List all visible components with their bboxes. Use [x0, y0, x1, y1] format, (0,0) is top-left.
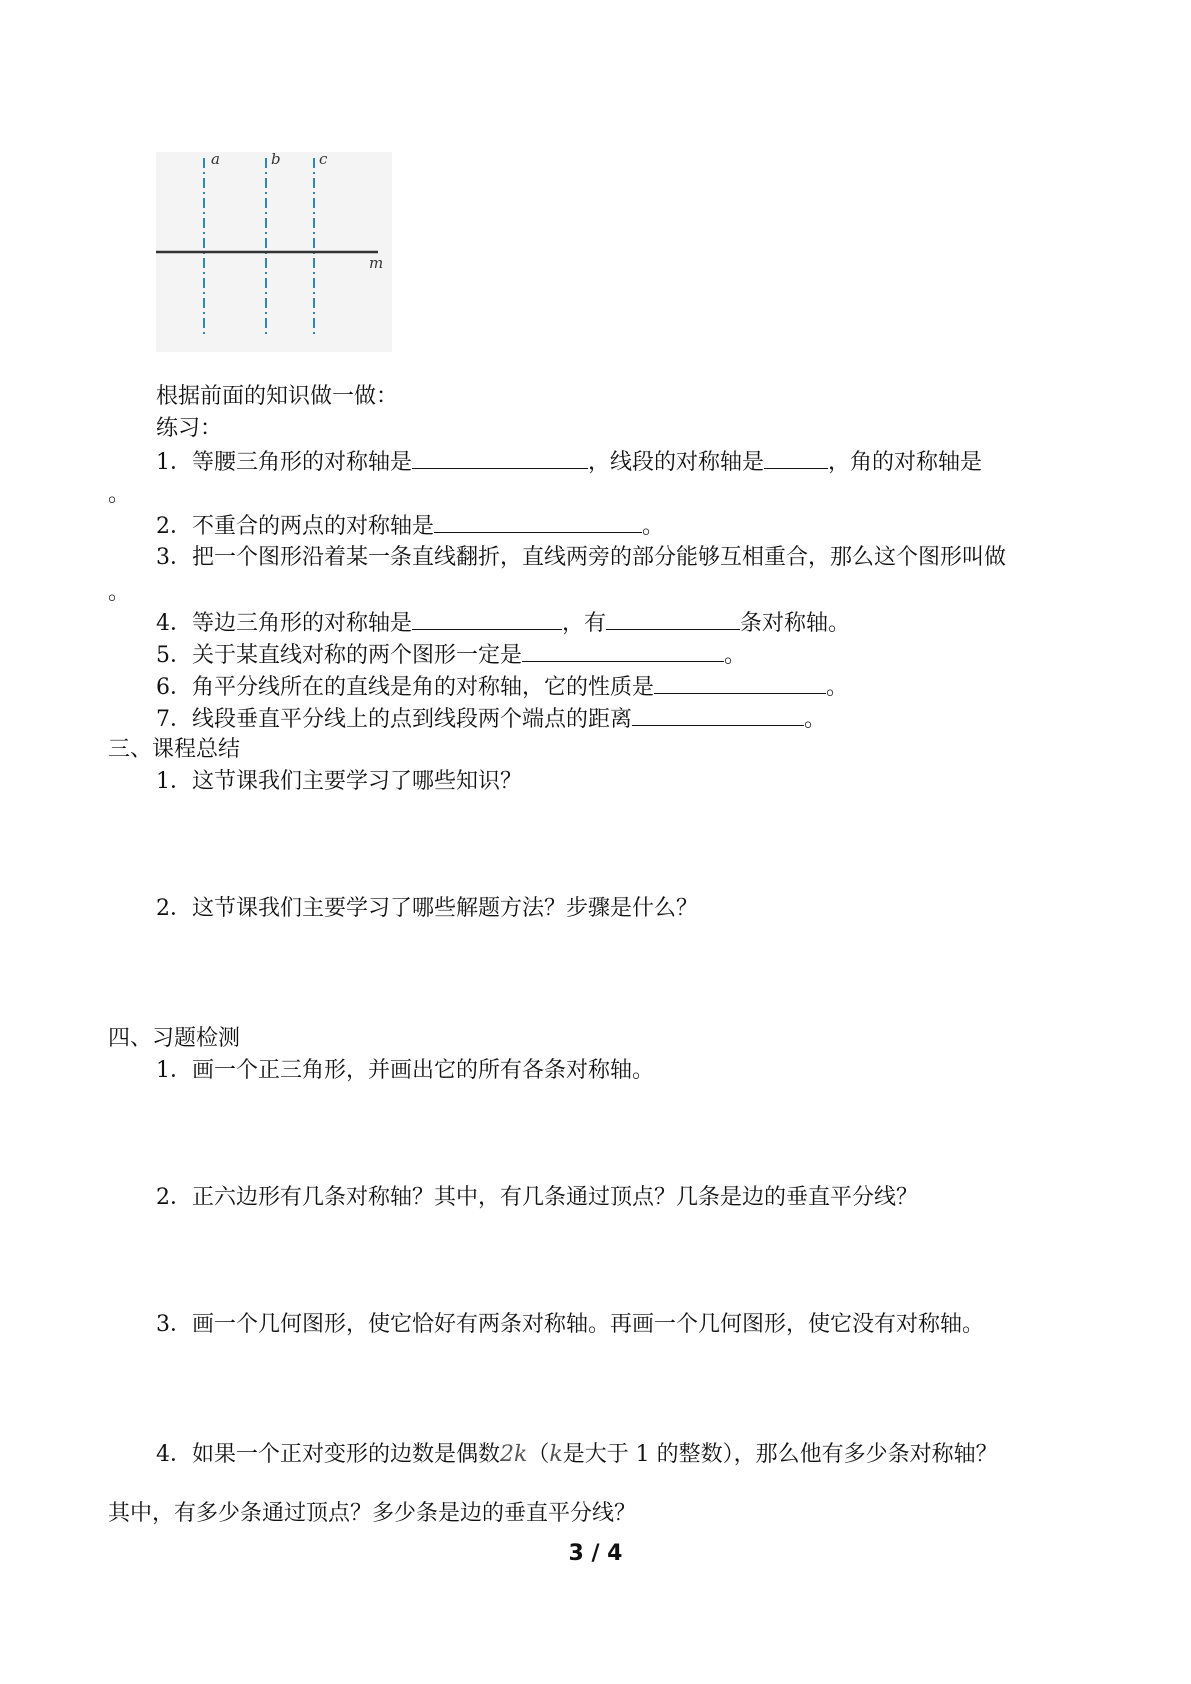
q1-blank-2[interactable] [764, 446, 828, 469]
parallel-lines-figure [156, 152, 416, 364]
q1-text-2: ，线段的对称轴是 [588, 450, 765, 475]
practice-q5 [156, 639, 746, 671]
practice-q1-end: 。 [108, 482, 131, 507]
q5-end: 。 [724, 643, 747, 668]
figure-svg [156, 152, 416, 364]
q4ex-part-1: 4．如果一个正对变形的边数是偶数 [156, 1442, 500, 1467]
practice-intro: 根据前面的知识做一做： [156, 384, 399, 409]
q5-blank[interactable] [522, 639, 724, 662]
exercises-q4 [156, 1440, 998, 1470]
practice-q6 [156, 671, 848, 703]
q4ex-part-2: （ [527, 1442, 550, 1467]
practice-q3: 3．把一个图形沿着某一条直线翻折，直线两旁的部分能够互相重合，那么这个图形叫做 [156, 545, 1006, 570]
q2-text-1: 2．不重合的两点的对称轴是 [156, 514, 434, 539]
q1-text-3: ，角的对称轴是 [828, 450, 983, 475]
exercises-heading: 四、习题检测 [108, 1026, 241, 1051]
q4ex-part-3: 是大于 1 的整数），那么他有多少条对称轴？ [562, 1442, 998, 1467]
q6-end: 。 [826, 675, 849, 700]
q7-end: 。 [804, 707, 827, 732]
practice-q7 [156, 703, 826, 735]
label-c: c [319, 152, 328, 168]
q6-text-1: 6．角平分线所在的直线是角的对称轴，它的性质是 [156, 675, 654, 700]
q4-blank-1[interactable] [412, 607, 562, 630]
q5-text-1: 5．关于某直线对称的两个图形一定是 [156, 643, 522, 668]
summary-q2: 2．这节课我们主要学习了哪些解题方法？步骤是什么？ [156, 896, 698, 921]
q7-text-1: 7．线段垂直平分线上的点到线段两个端点的距离 [156, 707, 632, 732]
math-2k: 2k [500, 1442, 528, 1467]
q4-blank-2[interactable] [606, 607, 740, 630]
q6-blank[interactable] [654, 671, 826, 694]
practice-q2 [156, 510, 664, 542]
q2-blank[interactable] [434, 510, 642, 533]
q7-blank[interactable] [632, 703, 804, 726]
q1-blank-1[interactable] [412, 446, 588, 469]
practice-heading: 练习： [156, 416, 223, 441]
exercises-q1: 1．画一个正三角形，并画出它的所有各条对称轴。 [156, 1058, 654, 1083]
q4-text-3: 条对称轴。 [740, 611, 851, 636]
q1-text-1: 1．等腰三角形的对称轴是 [156, 450, 412, 475]
practice-q3-end: 。 [108, 580, 131, 605]
summary-q1: 1．这节课我们主要学习了哪些知识？ [156, 769, 522, 794]
math-k: k [549, 1442, 563, 1467]
exercises-q4-line2: 其中，有多少条通过顶点？多少条是边的垂直平分线？ [108, 1501, 637, 1526]
exercises-q2: 2．正六边形有几条对称轴？其中，有几条通过顶点？几条是边的垂直平分线？ [156, 1185, 918, 1210]
q4-text-2: ，有 [562, 611, 607, 636]
label-b: b [271, 152, 281, 168]
q2-end: 。 [642, 514, 665, 539]
label-a: a [211, 152, 220, 168]
summary-heading: 三、课程总结 [108, 737, 241, 762]
practice-q4 [156, 607, 850, 639]
page-number: 3 / 4 [568, 1541, 623, 1566]
label-m: m [369, 254, 384, 272]
q4-text-1: 4．等边三角形的对称轴是 [156, 611, 412, 636]
exercises-q3: 3．画一个几何图形，使它恰好有两条对称轴。再画一个几何图形，使它没有对称轴。 [156, 1312, 984, 1337]
practice-q1 [156, 446, 982, 478]
